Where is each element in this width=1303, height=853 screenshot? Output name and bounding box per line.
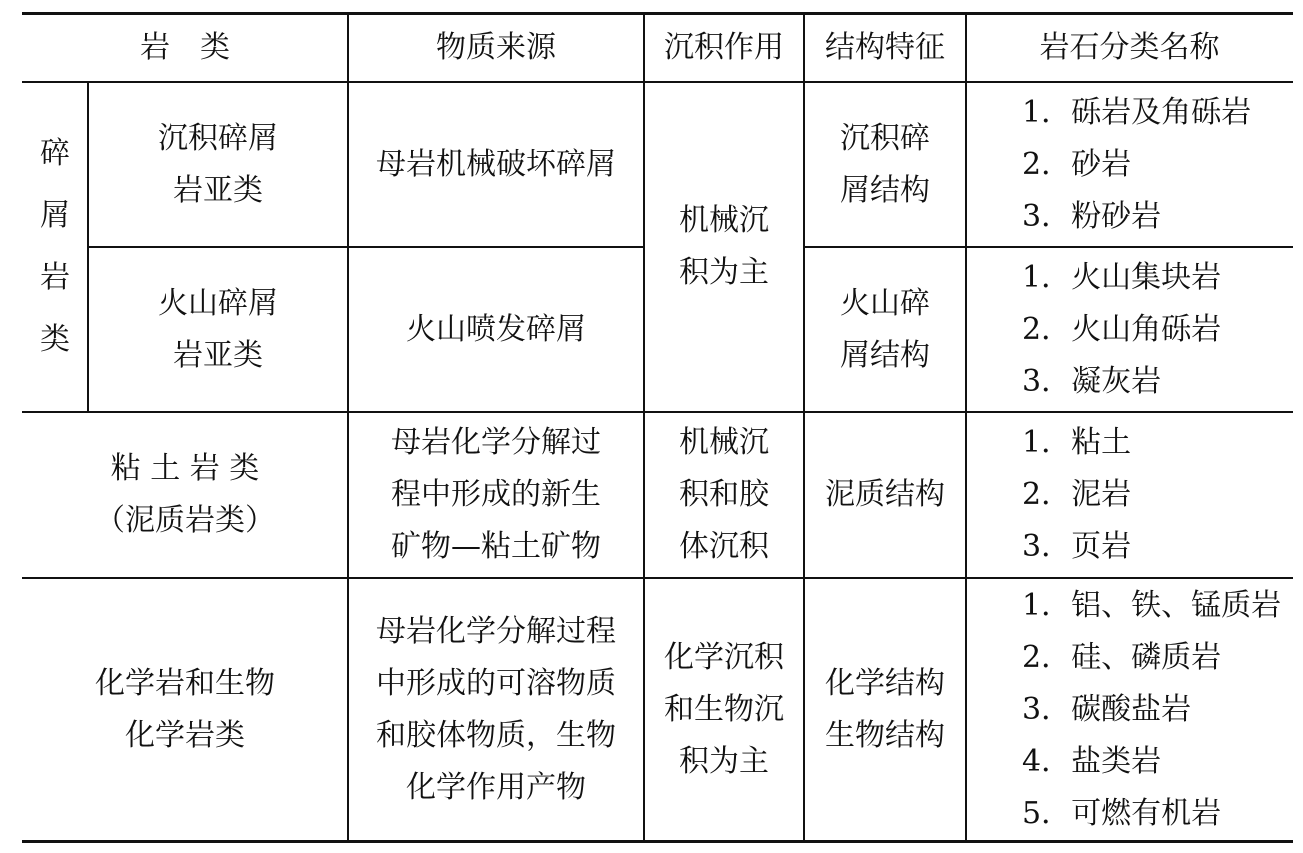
list-item: 2．火山角砾岩 <box>1022 311 1222 347</box>
list-item: 3．粉砂岩 <box>1022 198 1162 234</box>
chemical-source: 母岩化学分解过程 中形成的可溶物质 和胶体物质，生物 化学作用产物 <box>376 613 616 805</box>
list-item: 2．泥岩 <box>1022 477 1132 512</box>
header-structure: 结构特征 <box>825 30 945 65</box>
chemical-rocks <box>966 578 1293 841</box>
column-divider-1 <box>347 14 349 841</box>
list-item: 3．页岩 <box>1022 529 1132 564</box>
clastic-group-divider <box>87 82 89 412</box>
chemical-structure: 化学结构 生物结构 <box>825 665 945 753</box>
volcanic-clastic-source: 火山喷发碎屑 <box>406 311 586 347</box>
table-bottom-rule <box>22 840 1293 843</box>
list-item: 1．砾岩及角砾岩 <box>1022 94 1252 130</box>
list-item: 5．可燃有机岩 <box>1022 795 1222 831</box>
volcanic-clastic-rocks <box>966 247 1293 412</box>
chemical-sedimentation: 化学沉积 和生物沉 积为主 <box>664 639 784 779</box>
list-item: 4．盐类岩 <box>1022 743 1162 779</box>
sedimentary-clastic-source: 母岩机械破坏碎屑 <box>376 146 616 182</box>
list-item: 1．火山集块岩 <box>1022 259 1222 295</box>
list-item: 2．硅、磷质岩 <box>1022 639 1222 675</box>
header-sedimentation: 沉积作用 <box>664 30 784 65</box>
sedimentary-clastic-subclass: 沉积碎屑 岩亚类 <box>158 120 278 208</box>
volcanic-clastic-subclass: 火山碎屑 岩亚类 <box>158 285 278 373</box>
sedimentary-clastic-structure: 沉积碎 屑结构 <box>840 120 930 208</box>
list-item: 3．碳酸盐岩 <box>1022 691 1192 727</box>
volcanic-clastic-structure: 火山碎 屑结构 <box>840 285 930 373</box>
clastic-subclass-divider-right <box>804 246 1293 248</box>
chemical-rock-class: 化学岩和生物 化学岩类 <box>95 665 275 753</box>
clastic-bottom-rule <box>22 411 1293 413</box>
column-divider-3 <box>803 14 805 841</box>
header-bottom-rule <box>22 81 1293 83</box>
clay-rock-class: 粘 土 岩 类 （泥质岩类） <box>95 451 275 538</box>
clay-structure: 泥质结构 <box>825 477 945 512</box>
clastic-subclass-divider <box>88 246 644 248</box>
header-rock-class: 岩 类 <box>140 30 230 65</box>
sedimentary-clastic-rocks <box>966 82 1293 247</box>
list-item: 2．砂岩 <box>1022 146 1132 182</box>
clay-rocks <box>966 412 1293 578</box>
clastic-group-label: 碎 屑 岩 类 <box>40 136 70 357</box>
table-top-rule <box>22 12 1293 15</box>
column-divider-4 <box>965 14 967 841</box>
clay-source: 母岩化学分解过 程中形成的新生 矿物—粘土矿物 <box>391 425 601 564</box>
list-item: 1．粘土 <box>1022 425 1132 460</box>
header-rock-names: 岩石分类名称 <box>1039 30 1220 65</box>
list-item: 3．凝灰岩 <box>1022 363 1162 399</box>
column-divider-2 <box>643 14 645 841</box>
list-item: 1．铝、铁、锰质岩 <box>1022 587 1282 623</box>
header-material-source: 物质来源 <box>436 30 556 65</box>
clay-sedimentation: 机械沉 积和胶 体沉积 <box>679 425 769 564</box>
clay-bottom-rule <box>22 577 1293 579</box>
clastic-sedimentation: 机械沉 积为主 <box>679 203 769 290</box>
